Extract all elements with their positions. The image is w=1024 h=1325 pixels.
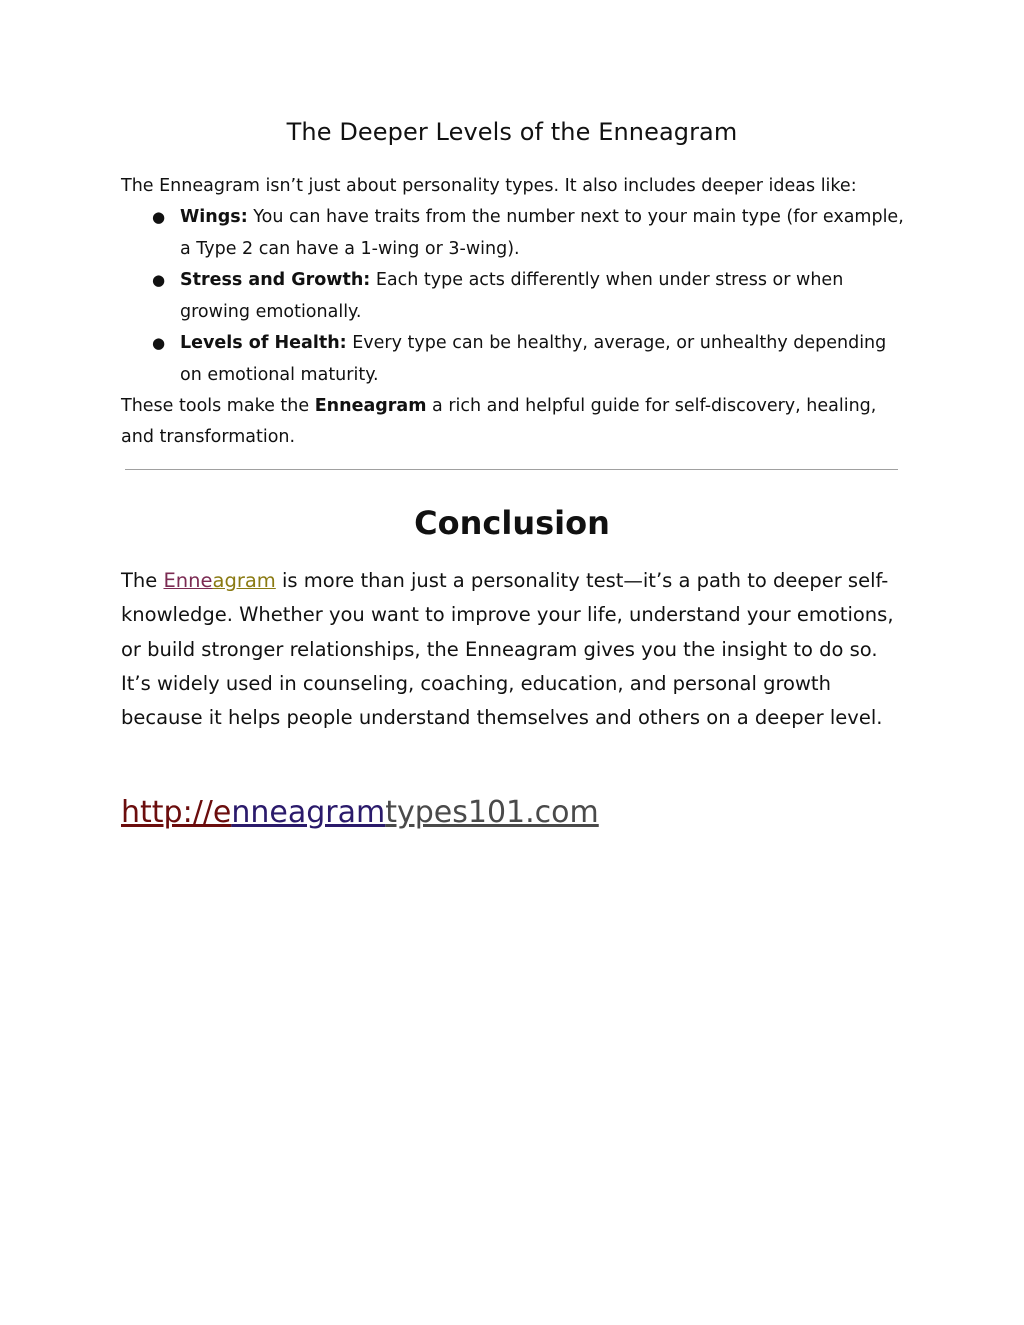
list-item: [121, 328, 911, 391]
bullet-label: Stress and Growth:: [180, 270, 371, 290]
conclusion-title: Conclusion: [414, 504, 610, 542]
section-title: The Deeper Levels of the Enneagram: [286, 118, 738, 146]
closing-paragraph: [121, 391, 911, 453]
list-item: [121, 202, 911, 265]
conclusion-paragraph: [121, 564, 911, 735]
horizontal-divider: [125, 469, 898, 470]
conclusion-text-rest: is more than just a personality test—it’s a path to deeper self-knowledge. Whether you want to improve your life, understand your emotions, or build stronger relationships, the Enneagram gives you the insight to do so. It’s widely used in counseling, coaching, education, and personal growth because it helps people understand themselves and others on a deeper level.: [121, 569, 894, 730]
bullet-text: Each type acts differently when under stress or when growing emotionally.: [180, 270, 844, 322]
bullet-label: Wings:: [180, 207, 248, 227]
bullet-text: You can have traits from the number next to your main type (for example, a Type 2 can have a 1-wing or 3-wing).: [180, 207, 904, 259]
bullet-label: Levels of Health:: [180, 333, 347, 353]
bullet-icon: ●: [152, 208, 166, 226]
url-link-part3[interactable]: types101.com: [385, 795, 599, 830]
bullet-icon: ●: [152, 334, 166, 352]
closing-text-end: a rich and helpful guide for self-discovery, healing, and transformation.: [121, 396, 877, 447]
bullet-icon: ●: [152, 271, 166, 289]
url-link-part2[interactable]: nneagram: [231, 795, 386, 830]
enneagram-link-part2[interactable]: agram: [212, 569, 276, 592]
closing-bold-term: Enneagram: [314, 396, 427, 416]
bullet-list: [121, 202, 911, 391]
website-url[interactable]: [121, 795, 599, 830]
url-link-part1[interactable]: http://e: [121, 795, 232, 830]
closing-text-start: These tools make the: [121, 396, 315, 416]
bullet-text: Every type can be healthy, average, or unhealthy depending on emotional maturity.: [180, 333, 887, 385]
intro-paragraph: The Enneagram isn’t just about personality types. It also includes deeper ideas like:: [121, 176, 857, 196]
conclusion-text-start: The: [121, 569, 164, 592]
enneagram-link-part1[interactable]: Enne: [163, 569, 213, 592]
list-item: [121, 265, 911, 328]
